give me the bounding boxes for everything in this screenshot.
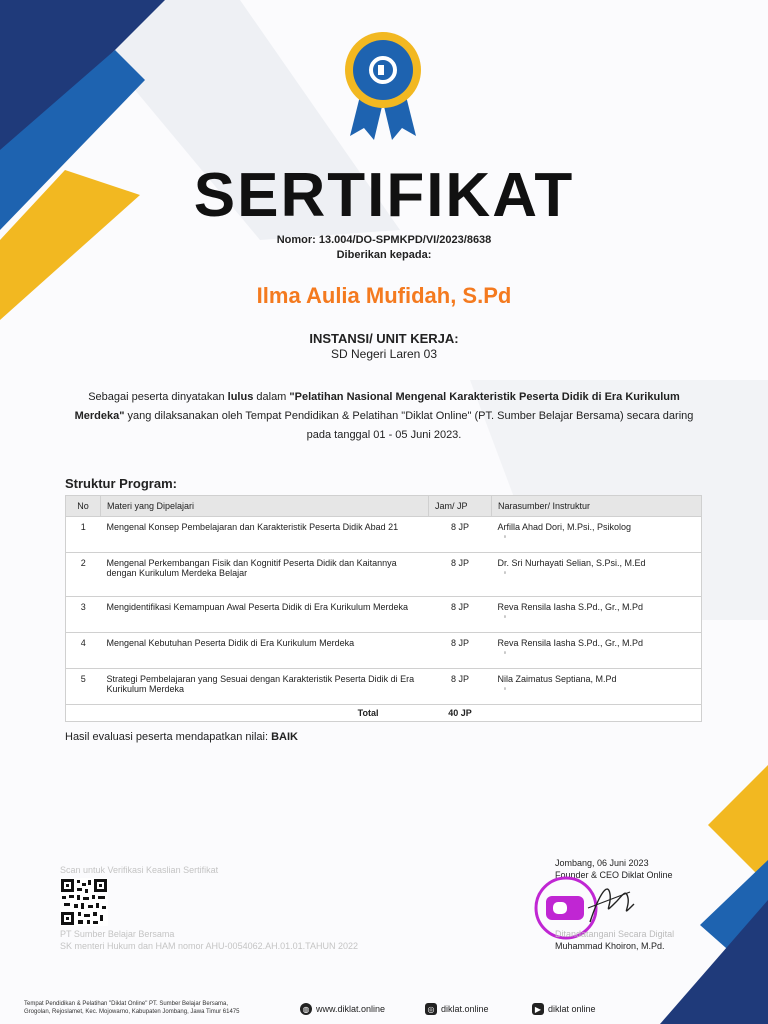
- col-materi: Materi yang Dipelajari: [101, 496, 429, 517]
- row-narasumber: [492, 553, 702, 597]
- globe-icon: ◍: [300, 1003, 312, 1015]
- narasumber-name: Reva Rensila Iasha S.Pd., Gr., M.Pd: [497, 638, 644, 648]
- footer-address: [24, 1000, 239, 1016]
- bullet-icon: ◦: [503, 648, 507, 657]
- row-materi: Mengenal Konsep Pembelajaran dan Karakteristik Peserta Didik Abad 21: [101, 517, 429, 553]
- table-total-row: [66, 705, 702, 722]
- row-narasumber: [492, 517, 702, 553]
- col-no: No: [66, 496, 101, 517]
- narasumber-name: Nila Zaimatus Septiana, M.Pd: [497, 674, 617, 684]
- table-row: [66, 553, 702, 597]
- table-row: [66, 517, 702, 553]
- row-jam: 8 JP: [429, 517, 492, 553]
- total-value: 40 JP: [429, 705, 492, 722]
- signature-scribble: [590, 889, 634, 922]
- institution-label: INSTANSI/ UNIT KERJA:: [309, 331, 459, 346]
- table-row: [66, 669, 702, 705]
- row-materi: Strategi Pembelajaran yang Sesuai dengan Karakteristik Peserta Didik di Era Kurikulum Merdeka: [101, 669, 429, 705]
- company-name: PT Sumber Belajar Bersama: [60, 929, 175, 939]
- row-jam: 8 JP: [429, 633, 492, 669]
- desc-lulus: lulus: [227, 391, 254, 403]
- certificate-description: [62, 388, 706, 445]
- footer-instagram[interactable]: [425, 1003, 489, 1015]
- row-jam: 8 JP: [429, 597, 492, 633]
- program-table: [65, 495, 702, 722]
- row-no: 5: [66, 669, 101, 705]
- signatory-name: Muhammad Khoiron, M.Pd.: [555, 941, 665, 951]
- signature-place-date: Jombang, 06 Juni 2023: [555, 858, 649, 868]
- certificate-number: Nomor: 13.004/DO-SPMKPD/VI/2023/8638: [276, 234, 492, 246]
- deco-yellow-bottom: [708, 765, 768, 885]
- row-no: 3: [66, 597, 101, 633]
- signature-role: Founder & CEO Diklat Online: [555, 870, 673, 880]
- total-empty-cell: [66, 705, 101, 722]
- evaluation-value: BAIK: [271, 731, 298, 743]
- col-narasumber: Narasumber/ Instruktur: [492, 496, 702, 517]
- scan-verification-text: Scan untuk Verifikasi Keaslian Sertifikat: [60, 865, 219, 875]
- program-heading: Struktur Program:: [65, 476, 177, 491]
- footer-youtube[interactable]: [532, 1003, 596, 1015]
- row-materi: Mengidentifikasi Kemampuan Awal Peserta Didik di Era Kurikulum Merdeka: [101, 597, 429, 633]
- total-label: Total: [101, 705, 429, 722]
- youtube-text: diklat online: [548, 1004, 596, 1014]
- row-narasumber: [492, 633, 702, 669]
- total-empty-cell-2: [492, 705, 702, 722]
- row-materi: Mengenal Perkembangan Fisik dan Kognitif Peserta Didik dan Kaitannya dengan Kurikulum Merdeka Belajar: [101, 553, 429, 597]
- recipient-name: Ilma Aulia Mufidah, S.Pd: [256, 283, 512, 308]
- desc-part1: Sebagai peserta dinyatakan: [88, 391, 228, 403]
- instagram-icon: ◎: [425, 1003, 437, 1015]
- desc-part2: dalam: [253, 391, 290, 403]
- certificate-title: SERTIFIKAT: [193, 161, 575, 230]
- desc-part3: yang dilaksanakan oleh Tempat Pendidikan & Pelatihan "Diklat Online" (PT. Sumber Belajar Bersama) secara daring pada tanggal 01 - 05 Juni 2023.: [124, 410, 694, 441]
- bullet-icon: ◦: [503, 684, 507, 693]
- digital-signature-note: Ditandatangani Secara Digital: [555, 929, 675, 939]
- table-row: [66, 633, 702, 669]
- row-no: 1: [66, 517, 101, 553]
- row-materi: Mengenal Kebutuhan Peserta Didik di Era Kurikulum Merdeka: [101, 633, 429, 669]
- sk-number: SK menteri Hukum dan HAM nomor AHU-0054062.AH.01.01.TAHUN 2022: [60, 941, 358, 951]
- bullet-icon: ◦: [503, 612, 507, 621]
- evaluation-result: [65, 731, 298, 743]
- address-line-2: Grogolan, Rejoslamet, Kec. Mojowarno, Kabupaten Jombang, Jawa Timur 61475: [24, 1009, 240, 1015]
- award-badge-icon: [340, 28, 426, 144]
- col-jam: Jam/ JP: [429, 496, 492, 517]
- evaluation-label: Hasil evaluasi peserta mendapatkan nilai:: [65, 731, 272, 743]
- qr-code-icon[interactable]: [60, 878, 108, 926]
- row-jam: 8 JP: [429, 669, 492, 705]
- bullet-icon: ◦: [503, 568, 507, 577]
- narasumber-name: Dr. Sri Nurhayati Selian, S.Psi., M.Ed: [497, 558, 646, 568]
- table-row: [66, 597, 702, 633]
- youtube-icon: ▶: [532, 1003, 544, 1015]
- website-text: www.diklat.online: [316, 1004, 386, 1014]
- row-no: 2: [66, 553, 101, 597]
- row-narasumber: [492, 669, 702, 705]
- institution-value: SD Negeri Laren 03: [330, 347, 438, 361]
- address-line-1: Tempat Pendidikan & Pelatihan "Diklat Online" PT. Sumber Belajar Bersama,: [24, 1001, 229, 1007]
- desc-program: "Pelatihan Nasional Mengenal Karakteristik Peserta Didik di Era Kurikulum Merdeka": [74, 391, 680, 422]
- program-table-header: [66, 496, 702, 517]
- narasumber-name: Reva Rensila Iasha S.Pd., Gr., M.Pd: [497, 602, 644, 612]
- given-to-label: Diberikan kepada:: [336, 249, 432, 261]
- bullet-icon: ◦: [503, 532, 507, 541]
- row-narasumber: [492, 597, 702, 633]
- instagram-text: diklat.online: [441, 1004, 489, 1014]
- footer-website[interactable]: [300, 1003, 385, 1015]
- row-no: 4: [66, 633, 101, 669]
- row-jam: 8 JP: [429, 553, 492, 597]
- narasumber-name: Arfilla Ahad Dori, M.Psi., Psikolog: [497, 522, 632, 532]
